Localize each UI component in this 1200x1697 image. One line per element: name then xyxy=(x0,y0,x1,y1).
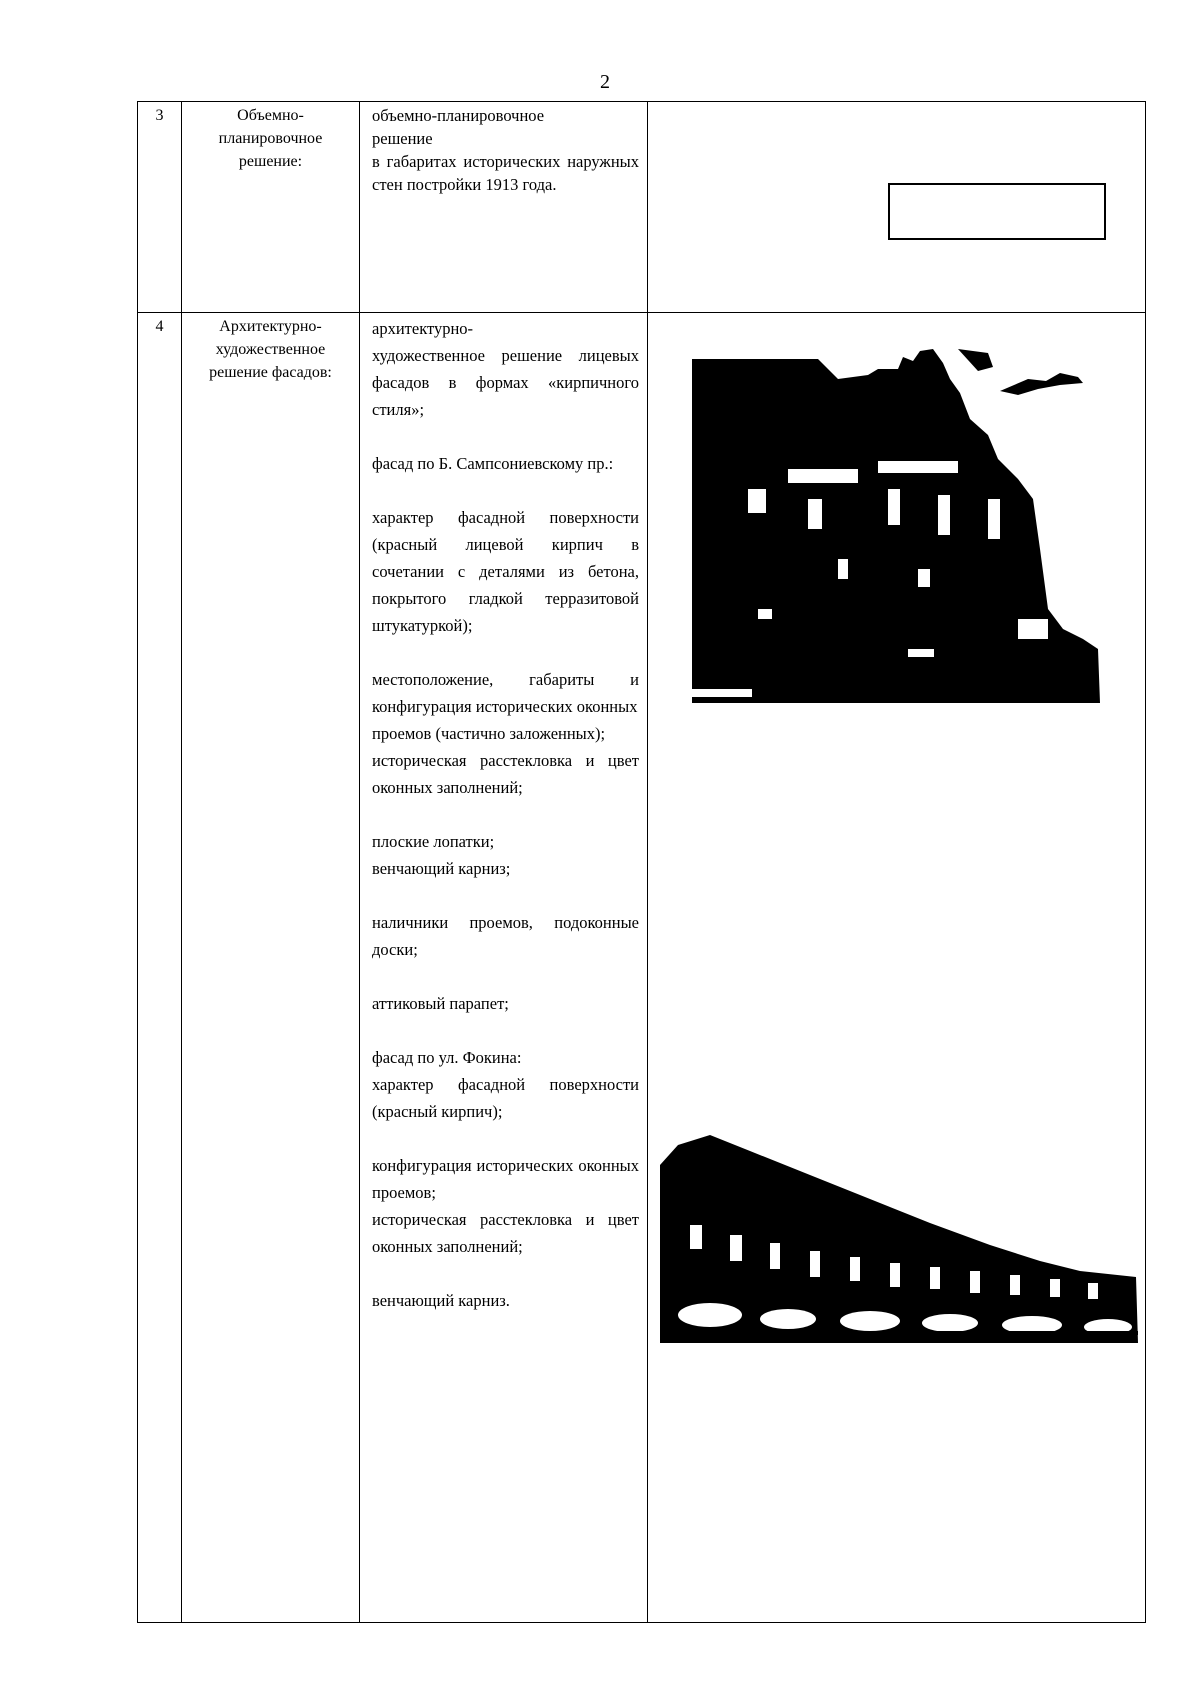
desc-paragraph: художественное решение лицевых фасадов в формах «кирпичного стиля»; xyxy=(372,346,639,419)
row-description xyxy=(360,313,648,1623)
blank-image-frame xyxy=(888,183,1106,240)
photo-cell xyxy=(648,102,1146,313)
desc-paragraph: объемно-планировочное xyxy=(372,106,545,125)
desc-paragraph: историческая расстекловка и цвет оконных заполнений; xyxy=(372,1210,639,1256)
photo-cell xyxy=(648,313,1146,1623)
desc-paragraph: аттиковый парапет; xyxy=(372,994,509,1013)
desc-paragraph: архитектурно- xyxy=(372,319,474,338)
row-description xyxy=(360,102,648,313)
desc-paragraph: венчающий карниз. xyxy=(372,1291,510,1310)
page-number: 2 xyxy=(600,71,610,93)
desc-paragraph: плоские лопатки; xyxy=(372,832,495,851)
facade-photo-sampsonievsky xyxy=(688,349,1108,715)
desc-paragraph: местоположение, габариты и конфигурация исторических оконных xyxy=(372,670,639,716)
row-number: 4 xyxy=(138,313,182,1623)
desc-paragraph: проемов (частично заложенных); xyxy=(372,724,606,743)
desc-paragraph: решение xyxy=(372,129,433,148)
desc-paragraph: наличники проемов, подоконные доски; xyxy=(372,913,639,959)
desc-paragraph: венчающий карниз; xyxy=(372,859,511,878)
row-title-text: Архитектурно- художественное решение фасадов: xyxy=(209,318,332,381)
desc-paragraph: в габаритах исторических наружных стен постройки 1913 года. xyxy=(372,152,639,194)
row-title xyxy=(182,313,360,1623)
desc-paragraph: характер фасадной поверхности (красный лицевой кирпич в сочетании с деталями из бетона, покрытого гладкой терразитовой штукатуркой); xyxy=(372,508,639,635)
objects-table xyxy=(137,101,1146,1623)
desc-paragraph: историческая расстекловка и цвет оконных заполнений; xyxy=(372,751,639,797)
desc-paragraph: фасад по Б. Сампсониевскому пр.: xyxy=(372,454,614,473)
desc-paragraph: характер фасадной поверхности (красный кирпич); xyxy=(372,1075,639,1121)
facade-photo-fokina xyxy=(660,1135,1138,1345)
desc-paragraph: конфигурация исторических оконных проемов; xyxy=(372,1156,639,1202)
table-row xyxy=(138,313,1146,1623)
desc-paragraph: фасад по ул. Фокина: xyxy=(372,1048,522,1067)
row-title xyxy=(182,102,360,313)
table-row xyxy=(138,102,1146,313)
row-title-text: Объемно- планировочное решение: xyxy=(218,107,323,170)
row-number: 3 xyxy=(138,102,182,313)
